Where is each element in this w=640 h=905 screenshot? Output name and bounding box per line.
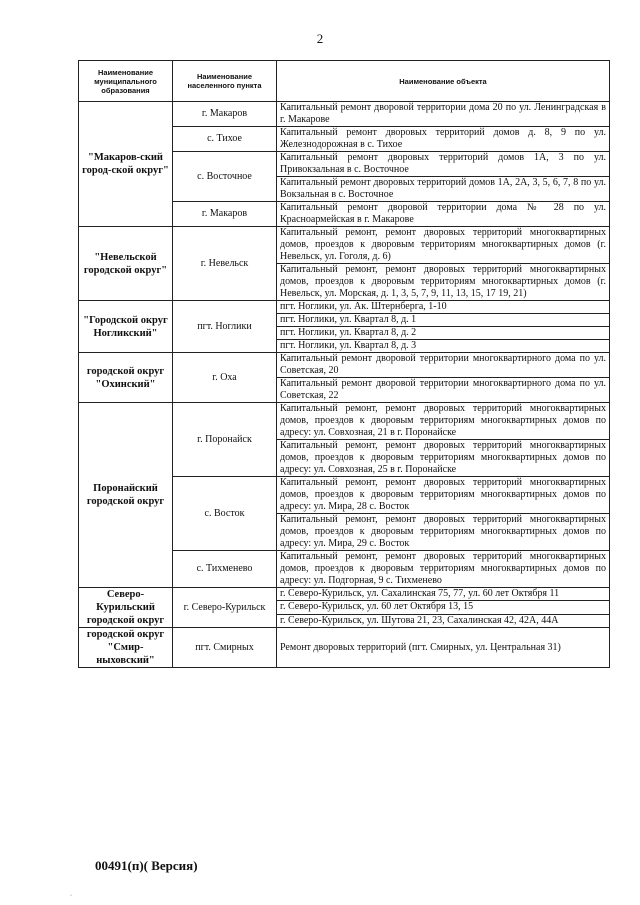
table-row [79, 227, 610, 264]
table-row [79, 588, 610, 601]
object-cell: г. Северо-Курильск, ул. Шутова 21, 23, Сахалинская 42, 42А, 44А [277, 614, 610, 627]
object-cell: Ремонт дворовых территорий (пгт. Смирных, ул. Центральная 31) [277, 628, 610, 668]
settlement-cell: г. Оха [173, 353, 277, 403]
header-object: Наименование объекта [277, 61, 610, 102]
object-cell: пгт. Ноглики, ул. Ак. Штернберга, 1-10 [277, 301, 610, 314]
municipality-cell: городской округ "Охинский" [79, 353, 173, 403]
municipality-cell: "Невельской городской округ" [79, 227, 173, 301]
settlement-cell: с. Тихое [173, 127, 277, 152]
table-row [79, 102, 610, 127]
object-cell: Капитальный ремонт дворовых территорий домов д. 8, 9 по ул. Железнодорожная в с. Тихое [277, 127, 610, 152]
object-cell: Капитальный ремонт дворовой территории дома № 28 по ул. Красноармейская в г. Макарове [277, 202, 610, 227]
table-body [79, 102, 610, 668]
object-cell: пгт. Ноглики, ул. Квартал 8, д. 2 [277, 327, 610, 340]
object-cell: пгт. Ноглики, ул. Квартал 8, д. 3 [277, 340, 610, 353]
table-header-row [79, 61, 610, 102]
header-municipality: Наименование муниципального образования [79, 61, 173, 102]
settlement-cell: с. Восточное [173, 152, 277, 202]
object-cell: Капитальный ремонт дворовой территории многоквартирного дома по ул. Советская, 22 [277, 378, 610, 403]
scan-dot: · [70, 893, 72, 899]
object-cell: Капитальный ремонт, ремонт дворовых территорий многоквартирных домов, проездов к дворовым территориям многоквартирных домов по адресу: ул. Совхозная, 25 в г. Поронайске [277, 440, 610, 477]
document-code: 00491(п)( Версия) [95, 858, 198, 873]
municipality-cell: Поронайский городской округ [79, 403, 173, 588]
settlement-cell: пгт. Смирных [173, 628, 277, 668]
object-cell: г. Северо-Курильск, ул. Сахалинская 75, 77, ул. 60 лет Октября 11 [277, 588, 610, 601]
settlement-cell: г. Макаров [173, 202, 277, 227]
table-row [79, 403, 610, 440]
settlement-cell: г. Макаров [173, 102, 277, 127]
page-number: 2 [316, 31, 324, 46]
object-cell: Капитальный ремонт дворовой территории дома 20 по ул. Ленинградская в г. Макарове [277, 102, 610, 127]
table-row [79, 353, 610, 378]
object-cell: Капитальный ремонт, ремонт дворовых территорий многоквартирных домов, проездов к дворовым территориям многоквартирных домов по адресу: ул. Подгорная, 9 с. Тихменево [277, 551, 610, 588]
object-cell: Капитальный ремонт дворовых территорий домов 1А, 2А, 3, 5, 6, 7, 8 по ул. Вокзальная в с. Восточное [277, 177, 610, 202]
object-cell: Капитальный ремонт дворовых территорий домов 1А, 3 по ул. Привокзальная в с. Восточное [277, 152, 610, 177]
object-cell: г. Северо-Курильск, ул. 60 лет Октября 13, 15 [277, 601, 610, 614]
object-cell: Капитальный ремонт дворовой территории многоквартирного дома по ул. Советская, 20 [277, 353, 610, 378]
settlement-cell: пгт. Ноглики [173, 301, 277, 353]
object-cell: Капитальный ремонт, ремонт дворовых территорий многоквартирных домов, проездов к дворовым территориям многоквартирных домов (г. Невельск, ул. Морская, д. 1, 3, 5, 7, 9, 11, 13, 15, 17 19, 21) [277, 264, 610, 301]
settlement-cell: с. Восток [173, 477, 277, 551]
municipality-cell: городской округ "Смир-ныховский" [79, 628, 173, 668]
municipality-cell: Северо-Курильский городской округ [79, 588, 173, 628]
table-row [79, 301, 610, 314]
object-cell: пгт. Ноглики, ул. Квартал 8, д. 1 [277, 314, 610, 327]
municipality-cell: "Макаров-ский город-ской округ" [79, 102, 173, 227]
object-cell: Капитальный ремонт, ремонт дворовых территорий многоквартирных домов, проездов к дворовым территориям многоквартирных домов по адресу: ул. Мира, 28 с. Восток [277, 477, 610, 514]
settlement-cell: г. Поронайск [173, 403, 277, 477]
objects-table [78, 60, 610, 668]
object-cell: Капитальный ремонт, ремонт дворовых территорий многоквартирных домов, проездов к дворовым территориям многоквартирных домов (г. Невельск, ул. Гоголя, д. 6) [277, 227, 610, 264]
settlement-cell: г. Невельск [173, 227, 277, 301]
table-row [79, 628, 610, 668]
object-cell: Капитальный ремонт, ремонт дворовых территорий многоквартирных домов, проездов к дворовым территориям многоквартирных домов по адресу: ул. Мира, 29 с. Восток [277, 514, 610, 551]
settlement-cell: с. Тихменево [173, 551, 277, 588]
settlement-cell: г. Северо-Курильск [173, 588, 277, 628]
header-settlement: Наименование населенного пункта [173, 61, 277, 102]
object-cell: Капитальный ремонт, ремонт дворовых территорий многоквартирных домов, проездов к дворовым территориям многоквартирных домов по адресу: ул. Совхозная, 21 в г. Поронайске [277, 403, 610, 440]
municipality-cell: "Городской округ Ногликский" [79, 301, 173, 353]
